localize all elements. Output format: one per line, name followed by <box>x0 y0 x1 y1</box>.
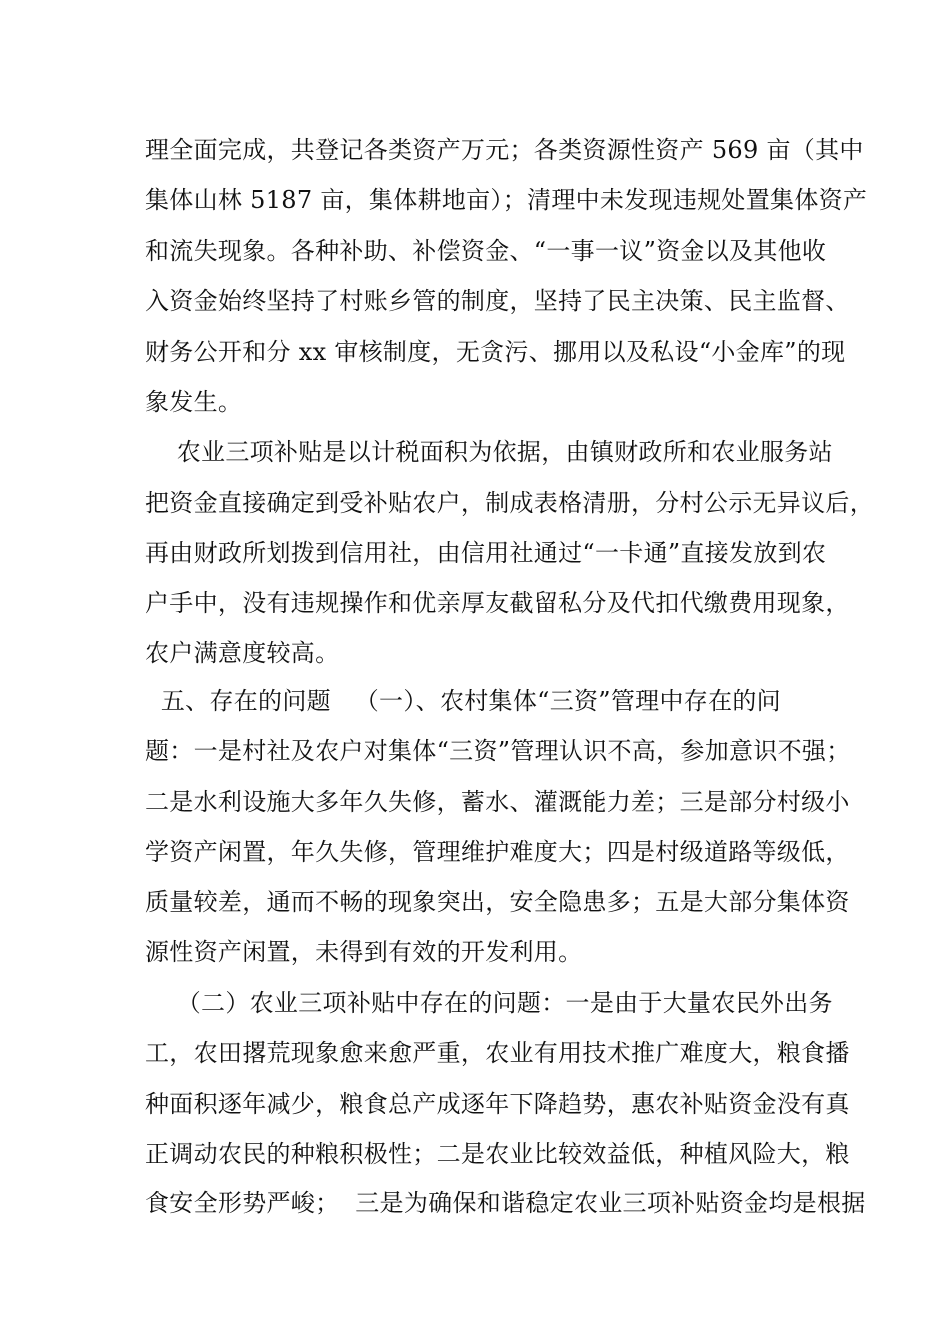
text-line: 户手中，没有违规操作和优亲厚友截留私分及代扣代缴费用现象， <box>145 589 850 617</box>
text-line: 集体山林 5187 亩，集体耕地亩）；清理中未发现违规处置集体资产 <box>145 186 868 214</box>
text-line: 五、存在的问题 （一）、农村集体“三资”管理中存在的问 <box>145 687 781 715</box>
text-line: 食安全形势严峻； 三是为确保和谐稳定农业三项补贴资金均是根据 <box>145 1189 866 1217</box>
text-line: （二）农业三项补贴中存在的问题：一是由于大量农民外出务 <box>145 989 833 1017</box>
text-line: 二是水利设施大多年久失修，蓄水、灌溉能力差；三是部分村级小 <box>145 788 850 816</box>
text-line: 源性资产闲置，未得到有效的开发利用。 <box>145 938 583 966</box>
text-line: 学资产闲置，年久失修，管理维护难度大；四是村级道路等级低， <box>145 838 850 866</box>
text-line: 再由财政所划拨到信用社，由信用社通过“一卡通”直接发放到农 <box>145 539 827 567</box>
text-line: 理全面完成，共登记各类资产万元；各类资源性资产 569 亩（其中 <box>145 136 864 164</box>
text-line: 把资金直接确定到受补贴农户，制成表格清册，分村公示无异议后， <box>145 489 874 517</box>
text-line: 入资金始终坚持了村账乡管的制度，坚持了民主决策、民主监督、 <box>145 287 850 315</box>
text-line: 象发生。 <box>145 388 243 416</box>
text-line: 种面积逐年减少，粮食总产成逐年下降趋势，惠农补贴资金没有真 <box>145 1090 850 1118</box>
text-line: 和流失现象。各种补助、补偿资金、“一事一议”资金以及其他收 <box>145 237 827 265</box>
text-line: 质量较差，通而不畅的现象突出，安全隐患多；五是大部分集体资 <box>145 888 850 916</box>
text-line: 财务公开和分 xx 审核制度，无贪污、挪用以及私设“小金库”的现 <box>145 338 846 366</box>
text-line: 工，农田撂荒现象愈来愈严重，农业有用技术推广难度大，粮食播 <box>145 1039 850 1067</box>
text-line: 农业三项补贴是以计税面积为依据，由镇财政所和农业服务站 <box>145 438 833 466</box>
text-line: 题：一是村社及农户对集体“三资”管理认识不高，参加意识不强； <box>145 737 851 765</box>
text-line: 正调动农民的种粮积极性；二是农业比较效益低，种植风险大，粮 <box>145 1140 850 1168</box>
text-line: 农户满意度较高。 <box>145 639 340 667</box>
